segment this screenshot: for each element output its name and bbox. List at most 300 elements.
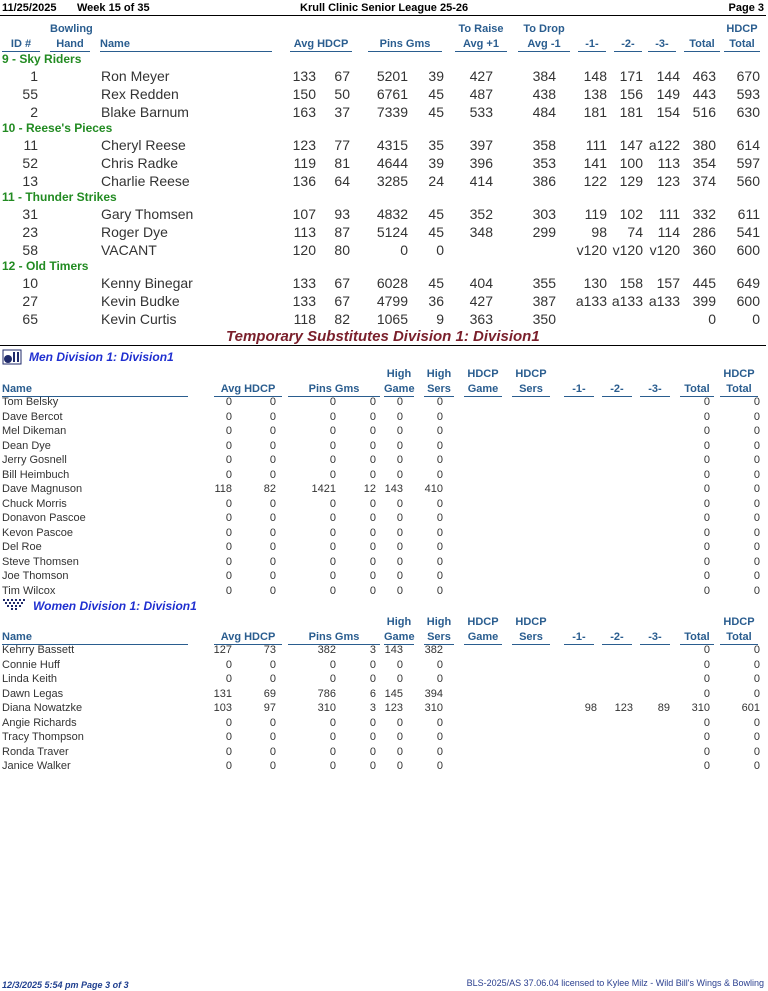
bowler-total: 360 bbox=[692, 242, 716, 258]
substitute-row bbox=[0, 425, 768, 439]
sub-htotal: 0 bbox=[753, 731, 760, 743]
sub-col-hdcp: HDCP bbox=[515, 616, 547, 628]
sub-pins: 382 bbox=[317, 644, 336, 656]
sub-col-total: Total bbox=[680, 630, 714, 645]
bowler-id: 31 bbox=[22, 206, 38, 222]
sub-hs: 0 bbox=[436, 760, 443, 772]
bowler-drop: 384 bbox=[532, 68, 556, 84]
sub-total: 0 bbox=[703, 396, 710, 408]
bowler-total: 516 bbox=[692, 104, 716, 120]
men-division-title: Men Division 1: Division1 bbox=[29, 350, 174, 364]
sub-pins: 0 bbox=[329, 658, 336, 671]
bowler-g2: v120 bbox=[612, 242, 643, 258]
bowler-htotal: 593 bbox=[736, 86, 760, 102]
bowler-id: 65 bbox=[22, 311, 38, 327]
sub-htotal: 601 bbox=[741, 702, 760, 714]
sub-hs: 0 bbox=[436, 716, 443, 729]
bowler-id: 11 bbox=[23, 137, 38, 153]
sub-gms: 0 bbox=[369, 745, 376, 758]
bowler-row bbox=[0, 311, 768, 329]
sub-total: 0 bbox=[703, 745, 710, 758]
sub-avg: 0 bbox=[225, 745, 232, 758]
sub-col-game-1: -1- bbox=[564, 630, 594, 645]
bowler-gms: 45 bbox=[428, 206, 444, 222]
sub-pins: 0 bbox=[329, 541, 336, 553]
sub-htotal: 0 bbox=[753, 512, 760, 524]
bowler-raise: 427 bbox=[469, 68, 493, 84]
sub-col-high-game: Game bbox=[384, 383, 415, 395]
sub-pins: 0 bbox=[329, 396, 336, 408]
bowler-raise: 348 bbox=[469, 224, 493, 240]
bowler-name: Gary Thomsen bbox=[101, 206, 194, 222]
sub-total: 0 bbox=[703, 425, 710, 437]
sub-pins: 0 bbox=[329, 716, 336, 729]
sub-g1: 98 bbox=[584, 702, 597, 714]
report-date: 11/25/2025 bbox=[2, 2, 57, 14]
sub-hdcp: 0 bbox=[269, 512, 276, 524]
bowler-name: Kevin Budke bbox=[101, 293, 180, 309]
sub-avg: 0 bbox=[225, 396, 232, 408]
sub-pins: 0 bbox=[329, 512, 336, 524]
bowler-htotal: 614 bbox=[736, 137, 760, 153]
bowler-avg: 136 bbox=[292, 173, 316, 189]
bowler-name: Blake Barnum bbox=[101, 104, 189, 120]
bowler-drop: 438 bbox=[532, 86, 556, 102]
bowler-htotal: 611 bbox=[737, 206, 760, 222]
sub-htotal: 0 bbox=[753, 745, 760, 758]
bowler-g1: 181 bbox=[583, 104, 607, 120]
bowler-avg: 118 bbox=[293, 311, 316, 327]
sub-hs: 410 bbox=[424, 483, 443, 495]
sub-htotal: 0 bbox=[753, 497, 760, 510]
sub-hs: 0 bbox=[436, 584, 443, 597]
bowler-raise: 414 bbox=[469, 173, 493, 189]
col-game-2: -2- bbox=[614, 37, 642, 52]
sub-hg: 0 bbox=[396, 497, 403, 510]
sub-hg: 0 bbox=[396, 673, 403, 685]
bowler-name: Rex Redden bbox=[101, 86, 179, 102]
bowler-g3: 154 bbox=[656, 104, 680, 120]
bowler-row bbox=[0, 137, 768, 155]
bowler-pins: 3285 bbox=[376, 173, 408, 189]
sub-gms: 0 bbox=[369, 731, 376, 743]
team-name: 12 - Old Timers bbox=[2, 259, 89, 273]
sub-col-pins-gms: Pins Gms bbox=[288, 630, 380, 645]
bowler-pins: 6028 bbox=[376, 275, 408, 291]
sub-gms: 3 bbox=[369, 644, 376, 656]
bowler-total: 0 bbox=[708, 311, 716, 327]
sub-hdcp: 0 bbox=[269, 410, 276, 423]
bowler-total: 399 bbox=[692, 293, 716, 309]
sub-htotal: 0 bbox=[753, 644, 760, 656]
sub-name: Bill Heimbuch bbox=[2, 468, 70, 481]
sub-pins: 0 bbox=[329, 731, 336, 743]
bowler-g1: 98 bbox=[591, 224, 607, 240]
substitute-row bbox=[0, 541, 768, 555]
sub-hs: 0 bbox=[436, 497, 443, 510]
bowler-hdcp: 67 bbox=[334, 275, 350, 291]
sub-pins: 310 bbox=[317, 702, 336, 714]
sub-htotal: 0 bbox=[753, 425, 760, 437]
sub-name: Tom Belsky bbox=[2, 396, 59, 408]
bowler-g2: 100 bbox=[619, 155, 643, 171]
sub-total: 0 bbox=[703, 410, 710, 423]
bowler-gms: 45 bbox=[428, 275, 444, 291]
sub-total: 0 bbox=[703, 687, 710, 700]
bowler-raise: 427 bbox=[469, 293, 493, 309]
bowler-avg: 120 bbox=[292, 242, 316, 258]
bowler-gms: 45 bbox=[428, 86, 444, 102]
bowler-total: 445 bbox=[692, 275, 716, 291]
bowler-g2: 129 bbox=[619, 173, 643, 189]
sub-avg: 0 bbox=[225, 425, 232, 437]
sub-total: 0 bbox=[703, 644, 710, 656]
sub-hg: 0 bbox=[396, 454, 403, 466]
substitute-row bbox=[0, 585, 768, 599]
sub-pins: 1421 bbox=[311, 483, 336, 495]
bowler-total: 354 bbox=[692, 155, 716, 171]
sub-col-hdcp: HDCP bbox=[467, 616, 499, 628]
bowler-htotal: 600 bbox=[736, 293, 760, 309]
bowler-gms: 36 bbox=[428, 293, 444, 309]
bowler-raise: 363 bbox=[469, 311, 493, 327]
bowler-htotal: 600 bbox=[736, 242, 760, 258]
sub-name: Steve Thomsen bbox=[2, 555, 79, 568]
sub-hg: 0 bbox=[396, 716, 403, 729]
sub-name: Janice Walker bbox=[2, 760, 71, 772]
sub-hg: 143 bbox=[384, 483, 403, 495]
substitutes-rule bbox=[0, 345, 766, 346]
bowler-drop: 353 bbox=[532, 155, 556, 171]
bowler-pins: 5201 bbox=[376, 68, 408, 84]
bowler-drop: 355 bbox=[532, 275, 556, 291]
sub-htotal: 0 bbox=[753, 570, 760, 582]
bowler-pins: 5124 bbox=[376, 224, 408, 240]
bowler-g3: a133 bbox=[648, 293, 680, 309]
women-bowler-icon bbox=[2, 598, 26, 617]
sub-g2: 123 bbox=[614, 702, 633, 714]
bowler-id: 10 bbox=[22, 275, 38, 291]
sub-avg: 0 bbox=[225, 497, 232, 510]
bowler-row bbox=[0, 224, 768, 242]
sub-name: Tim Wilcox bbox=[2, 584, 56, 597]
bowler-g1: 122 bbox=[583, 173, 607, 189]
bowler-row bbox=[0, 68, 768, 86]
bowler-pins: 4799 bbox=[376, 293, 408, 309]
col-to-raise: To Raise bbox=[458, 23, 504, 35]
sub-hg: 0 bbox=[396, 468, 403, 481]
bowler-row bbox=[0, 242, 768, 260]
substitute-row bbox=[0, 440, 768, 454]
bowler-g3: v120 bbox=[649, 242, 680, 258]
sub-hg: 0 bbox=[396, 745, 403, 758]
sub-htotal: 0 bbox=[753, 526, 760, 539]
sub-htotal: 0 bbox=[753, 468, 760, 481]
col-hdcp-total: Total bbox=[724, 37, 760, 52]
col-game-1: -1- bbox=[578, 37, 606, 52]
sub-col-game-2: -2- bbox=[602, 382, 632, 397]
sub-gms: 0 bbox=[369, 673, 376, 685]
bowler-pins: 1065 bbox=[376, 311, 408, 327]
col-id: ID # bbox=[2, 37, 40, 52]
bowler-g2: a133 bbox=[611, 293, 643, 309]
substitute-row bbox=[0, 659, 768, 673]
sub-hdcp: 0 bbox=[269, 673, 276, 685]
sub-avg: 103 bbox=[213, 702, 232, 714]
sub-gms: 0 bbox=[369, 454, 376, 466]
sub-col-high: High bbox=[426, 616, 452, 628]
bowler-name: Chris Radke bbox=[101, 155, 179, 171]
bowler-id: 27 bbox=[22, 293, 38, 309]
col-avg-minus-1: Avg -1 bbox=[518, 37, 570, 52]
sub-hdcp: 0 bbox=[269, 541, 276, 553]
col-bowling: Bowling bbox=[50, 23, 93, 35]
sub-col-total: Total bbox=[680, 382, 714, 397]
bowler-name: Cheryl Reese bbox=[101, 137, 186, 153]
bowler-name: Roger Dye bbox=[101, 224, 168, 240]
sub-name: Tracy Thompson bbox=[2, 731, 84, 743]
bowler-raise: 352 bbox=[469, 206, 493, 222]
sub-hdcp: 0 bbox=[269, 658, 276, 671]
sub-pins: 0 bbox=[329, 570, 336, 582]
substitutes-title: Temporary Substitutes Division 1: Division1 bbox=[226, 328, 540, 345]
col-game-3: -3- bbox=[648, 37, 676, 52]
sub-hs: 0 bbox=[436, 541, 443, 553]
sub-hs: 0 bbox=[436, 570, 443, 582]
sub-hdcp: 0 bbox=[269, 526, 276, 539]
bowler-htotal: 0 bbox=[752, 311, 760, 327]
sub-total: 310 bbox=[691, 702, 710, 714]
sub-hg: 0 bbox=[396, 439, 403, 452]
bowler-gms: 35 bbox=[428, 137, 444, 153]
bowler-total: 443 bbox=[692, 86, 716, 102]
bowler-g3: 149 bbox=[656, 86, 680, 102]
sub-col-game-1: -1- bbox=[564, 382, 594, 397]
bowler-avg: 163 bbox=[292, 104, 316, 120]
bowler-g1: 130 bbox=[583, 275, 607, 291]
sub-hdcp: 0 bbox=[269, 555, 276, 568]
sub-hg: 0 bbox=[396, 584, 403, 597]
sub-col-name: Name bbox=[2, 630, 188, 645]
sub-gms: 0 bbox=[369, 716, 376, 729]
sub-avg: 127 bbox=[213, 644, 232, 656]
sub-avg: 0 bbox=[225, 760, 232, 772]
sub-total: 0 bbox=[703, 731, 710, 743]
sub-name: Mel Dikeman bbox=[2, 425, 67, 437]
bowler-hdcp: 82 bbox=[334, 311, 350, 327]
sub-name: Kevon Pascoe bbox=[2, 526, 73, 539]
sub-hs: 0 bbox=[436, 468, 443, 481]
sub-name: Kehrry Bassett bbox=[2, 644, 75, 656]
team-name: 9 - Sky Riders bbox=[2, 52, 82, 66]
bowler-id: 52 bbox=[22, 155, 38, 171]
bowler-hdcp: 64 bbox=[334, 173, 350, 189]
bowler-g3: 144 bbox=[656, 68, 680, 84]
sub-pins: 0 bbox=[329, 410, 336, 423]
bowler-name: Kenny Binegar bbox=[101, 275, 193, 291]
sub-gms: 0 bbox=[369, 584, 376, 597]
bowler-hdcp: 50 bbox=[334, 86, 350, 102]
sub-hs: 0 bbox=[436, 526, 443, 539]
sub-hg: 0 bbox=[396, 555, 403, 568]
sub-total: 0 bbox=[703, 454, 710, 466]
substitute-row bbox=[0, 411, 768, 425]
bowler-g2: 171 bbox=[619, 68, 643, 84]
bowler-htotal: 560 bbox=[736, 173, 760, 189]
sub-avg: 0 bbox=[225, 439, 232, 452]
sub-gms: 0 bbox=[369, 425, 376, 437]
sub-hs: 0 bbox=[436, 731, 443, 743]
bowler-id: 23 bbox=[22, 224, 38, 240]
sub-total: 0 bbox=[703, 658, 710, 671]
team-name: 11 - Thunder Strikes bbox=[2, 190, 117, 204]
col-avg-hdcp: Avg HDCP bbox=[290, 37, 352, 52]
bowler-drop: 387 bbox=[532, 293, 556, 309]
sub-col-name: Name bbox=[2, 382, 188, 397]
sub-hdcp: 0 bbox=[269, 439, 276, 452]
bowler-g3: 111 bbox=[658, 206, 680, 222]
bowler-name: Ron Meyer bbox=[101, 68, 170, 84]
sub-hg: 0 bbox=[396, 410, 403, 423]
sub-avg: 0 bbox=[225, 673, 232, 685]
bowler-hdcp: 93 bbox=[334, 206, 350, 222]
bowler-avg: 123 bbox=[292, 137, 316, 153]
bowler-g1: 141 bbox=[583, 155, 607, 171]
sub-avg: 0 bbox=[225, 570, 232, 582]
sub-hg: 0 bbox=[396, 425, 403, 437]
sub-hdcp: 0 bbox=[269, 425, 276, 437]
sub-hs: 0 bbox=[436, 454, 443, 466]
sub-hs: 0 bbox=[436, 512, 443, 524]
sub-col-high-sers: Sers bbox=[424, 382, 454, 397]
substitute-row bbox=[0, 469, 768, 483]
bowler-pins: 4315 bbox=[376, 137, 408, 153]
sub-hs: 310 bbox=[424, 702, 443, 714]
sub-pins: 0 bbox=[329, 497, 336, 510]
bowler-gms: 45 bbox=[428, 224, 444, 240]
sub-pins: 0 bbox=[329, 439, 336, 452]
sub-gms: 0 bbox=[369, 541, 376, 553]
sub-pins: 0 bbox=[329, 745, 336, 758]
sub-pins: 0 bbox=[329, 584, 336, 597]
bowler-g3: 114 bbox=[657, 224, 680, 240]
substitute-row bbox=[0, 688, 768, 702]
bowler-hdcp: 80 bbox=[334, 242, 350, 258]
sub-gms: 3 bbox=[369, 702, 376, 714]
bowler-htotal: 541 bbox=[736, 224, 760, 240]
sub-total: 0 bbox=[703, 584, 710, 597]
bowler-avg: 133 bbox=[292, 68, 316, 84]
col-pins-gms: Pins Gms bbox=[368, 37, 442, 52]
sub-avg: 0 bbox=[225, 716, 232, 729]
bowler-g1: 111 bbox=[585, 137, 607, 153]
sub-avg: 0 bbox=[225, 541, 232, 553]
bowler-htotal: 670 bbox=[736, 68, 760, 84]
bowler-total: 286 bbox=[692, 224, 716, 240]
bowler-g2: 74 bbox=[627, 224, 643, 240]
sub-hs: 0 bbox=[436, 439, 443, 452]
sub-pins: 0 bbox=[329, 673, 336, 685]
bowler-gms: 9 bbox=[436, 311, 444, 327]
bowler-hdcp: 87 bbox=[334, 224, 350, 240]
sub-hg: 0 bbox=[396, 760, 403, 772]
sub-hg: 0 bbox=[396, 512, 403, 524]
bowler-gms: 45 bbox=[428, 104, 444, 120]
bowler-g1: v120 bbox=[576, 242, 607, 258]
sub-htotal: 0 bbox=[753, 584, 760, 597]
league-title: Krull Clinic Senior League 25-26 bbox=[300, 2, 469, 14]
substitute-row bbox=[0, 527, 768, 541]
sub-hg: 0 bbox=[396, 541, 403, 553]
sub-gms: 6 bbox=[369, 687, 376, 700]
bowler-id: 1 bbox=[30, 68, 38, 84]
footer-timestamp: 12/3/2025 5:54 pm Page 3 of 3 bbox=[2, 980, 129, 990]
bowler-htotal: 649 bbox=[736, 275, 760, 291]
bowler-gms: 39 bbox=[428, 68, 444, 84]
bowler-total: 332 bbox=[692, 206, 716, 222]
sub-hdcp: 0 bbox=[269, 454, 276, 466]
sub-hs: 0 bbox=[436, 555, 443, 568]
sub-gms: 0 bbox=[369, 570, 376, 582]
sub-htotal: 0 bbox=[753, 687, 760, 700]
bowler-gms: 24 bbox=[428, 173, 444, 189]
bowler-g1: 119 bbox=[584, 206, 607, 222]
sub-htotal: 0 bbox=[753, 410, 760, 423]
bowler-htotal: 630 bbox=[736, 104, 760, 120]
sub-hdcp: 0 bbox=[269, 745, 276, 758]
sub-col-high-sers: Sers bbox=[424, 630, 454, 645]
sub-total: 0 bbox=[703, 483, 710, 495]
sub-htotal: 0 bbox=[753, 658, 760, 671]
sub-gms: 0 bbox=[369, 555, 376, 568]
col-hand: Hand bbox=[50, 37, 90, 52]
bowler-g2: 158 bbox=[619, 275, 643, 291]
sub-gms: 0 bbox=[369, 658, 376, 671]
sub-htotal: 0 bbox=[753, 716, 760, 729]
sub-col-hdcp-total-top: HDCP bbox=[723, 616, 755, 628]
bowler-pins: 6761 bbox=[376, 86, 408, 102]
bowler-row bbox=[0, 173, 768, 191]
sub-hg: 0 bbox=[396, 526, 403, 539]
sub-total: 0 bbox=[703, 497, 710, 510]
sub-col-high: High bbox=[426, 368, 452, 380]
sub-name: Del Roe bbox=[2, 541, 42, 553]
bowler-row bbox=[0, 155, 768, 173]
sub-g3: 89 bbox=[657, 702, 670, 714]
sub-avg: 0 bbox=[225, 454, 232, 466]
bowler-g3: 123 bbox=[656, 173, 680, 189]
sub-gms: 0 bbox=[369, 497, 376, 510]
sub-col-hdcp-game: Game bbox=[464, 382, 502, 397]
sub-hdcp: 0 bbox=[269, 584, 276, 597]
sub-col-hdcp: HDCP bbox=[467, 368, 499, 380]
bowler-g3: 113 bbox=[657, 155, 680, 171]
sub-hdcp: 73 bbox=[263, 644, 276, 656]
sub-htotal: 0 bbox=[753, 673, 760, 685]
bowler-g3: 157 bbox=[656, 275, 680, 291]
sub-gms: 0 bbox=[369, 512, 376, 524]
sub-hs: 382 bbox=[424, 644, 443, 656]
sub-gms: 12 bbox=[363, 483, 376, 495]
sub-col-avg-hdcp: Avg HDCP bbox=[214, 630, 282, 645]
bowler-drop: 303 bbox=[532, 206, 556, 222]
sub-name: Linda Keith bbox=[2, 673, 58, 685]
sub-col-high: High bbox=[386, 368, 412, 380]
sub-hs: 0 bbox=[436, 396, 443, 408]
bowler-drop: 299 bbox=[532, 224, 556, 240]
substitute-row bbox=[0, 702, 768, 716]
sub-pins: 0 bbox=[329, 555, 336, 568]
